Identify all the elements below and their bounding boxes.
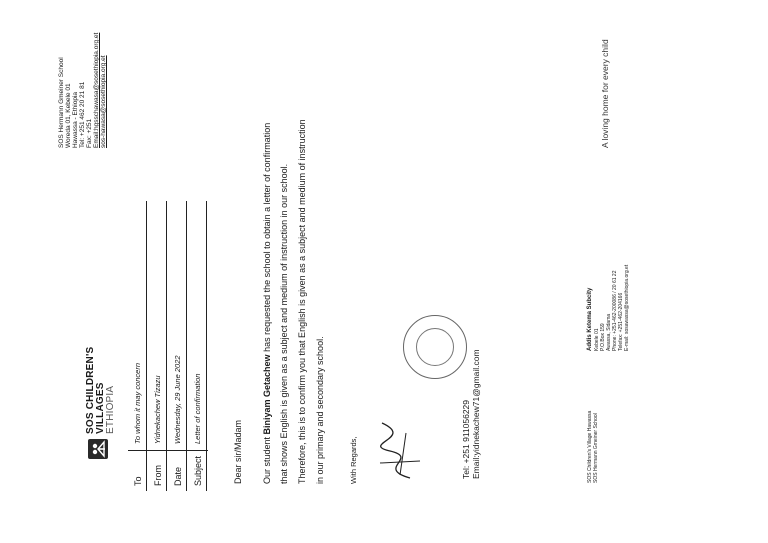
header-divider xyxy=(146,201,147,491)
from-value: Yidnekachew Tizazu xyxy=(153,375,162,444)
address-line: SOS Hermann Gmeiner School xyxy=(58,57,65,148)
student-name: Biniyam Getachew xyxy=(262,354,272,435)
footer-org-line: SOS Children's Village Hawassa xyxy=(587,410,593,483)
footer-address-line: P.O.Box 159 xyxy=(600,323,606,351)
header-divider xyxy=(166,201,167,491)
footer-address-line: Kebele 01 xyxy=(594,328,600,351)
paragraph-2-line-1: Therefore, this is to confirm you that English is given as a subject and medium of instruction xyxy=(297,119,307,484)
address-phone: Tel: +251 462 20 21 81 xyxy=(79,81,86,148)
sos-logo-icon xyxy=(88,439,108,459)
address-line: Woreda 01, Kebele 01 xyxy=(65,83,72,148)
paragraph-1-rest: has requested the school to obtain a letter of confirmation xyxy=(262,122,272,355)
paragraph-2-line-2: in our primary and secondary school. xyxy=(315,336,325,484)
address-email-link[interactable]: sos-hawasa@sosethiopia.org.et xyxy=(100,55,107,148)
signature-icon xyxy=(370,413,425,483)
footer-phone: Phone: +251-462-200086 / 20 61 22 xyxy=(612,270,618,351)
footer-email: E-mail: sosawassa@sosethiopia.org.et xyxy=(624,264,630,351)
org-name-line1: SOS CHILDREN'S xyxy=(85,346,96,434)
footer-address-line: Awassa, Sidama xyxy=(606,313,612,351)
address-line: Hawassa - Ethiopia xyxy=(72,92,79,148)
paragraph-1-prefix: Our student xyxy=(262,434,272,484)
paragraph-1-line-2: that shows English is given as a subject and medium of instruction in our school. xyxy=(279,163,289,484)
date-label: Date xyxy=(173,466,183,486)
to-value: To whom it may concern xyxy=(133,362,142,444)
from-label: From xyxy=(153,465,163,486)
contact-tel: Tel: +251 911056229 xyxy=(461,399,471,479)
to-label: To xyxy=(133,476,143,486)
paragraph-1-line-1 xyxy=(262,123,272,484)
closing: With Regards, xyxy=(349,436,358,484)
subject-value: Letter of confirmation xyxy=(193,373,202,444)
header-divider xyxy=(206,201,207,491)
header-divider xyxy=(186,201,187,491)
contact-email[interactable]: Email:yidnekachew71@gmail.com xyxy=(471,349,481,479)
footer-org-line: SOS Hermann Gmeiner School xyxy=(593,413,599,483)
address-email-link[interactable]: Email:hgsschawasa@sosethiopia.org.et xyxy=(93,32,100,148)
header-column-divider xyxy=(128,450,208,451)
address-fax: Fax: +251 xyxy=(86,118,93,148)
school-stamp-center-icon xyxy=(416,328,454,366)
salutation: Dear sir/Madam xyxy=(233,419,243,484)
org-name-line2: VILLAGES xyxy=(95,382,106,434)
date-value: Wednesday, 29 June 2022 xyxy=(173,355,182,444)
tagline: A loving home for every child xyxy=(600,39,610,148)
org-name-line3: ETHIOPIA xyxy=(105,385,116,434)
subject-label: Subject xyxy=(193,455,203,486)
footer-telefax: Telefax: +251-462-204166 xyxy=(618,292,624,351)
footer-address-title: Addis Ketema Subcity xyxy=(587,287,593,351)
